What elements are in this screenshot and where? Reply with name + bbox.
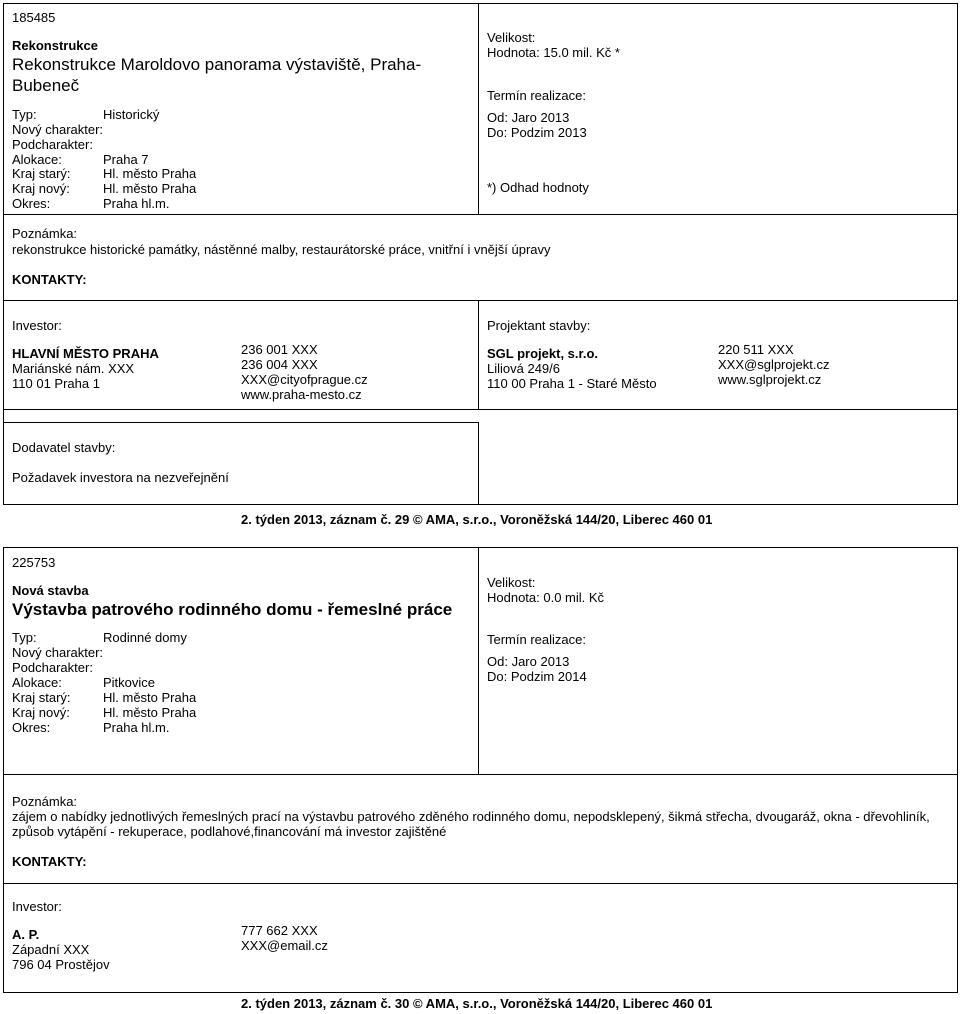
- record2-poznamka-label: Poznámka:: [12, 794, 78, 809]
- record2-divider-top: [478, 547, 479, 774]
- field-label: Nový charakter:: [12, 645, 104, 660]
- record2-od: Od: Jaro 2013: [487, 654, 570, 669]
- field-value: Hl. město Praha: [103, 181, 197, 196]
- field-label: Typ:: [12, 107, 37, 122]
- record1-investor-label: Investor:: [12, 318, 62, 333]
- field-label: Okres:: [12, 196, 51, 211]
- field-value: Praha hl.m.: [103, 720, 170, 735]
- record1-category: Rekonstrukce: [12, 38, 98, 53]
- record2-kontakty-label: KONTAKTY:: [12, 854, 87, 869]
- record1-investor-phone1: 236 001 XXX: [241, 342, 318, 357]
- record1-projektant-city: 110 00 Praha 1 - Staré Město: [487, 376, 657, 391]
- field-label: Kraj starý:: [12, 166, 71, 181]
- field-value: Historický: [103, 107, 160, 122]
- record1-poznamka-label: Poznámka:: [12, 226, 78, 241]
- field-label: Nový charakter:: [12, 122, 104, 137]
- field-value: Praha hl.m.: [103, 196, 170, 211]
- field-label: Kraj nový:: [12, 181, 70, 196]
- record1-velikost-label: Velikost:: [487, 30, 536, 45]
- record1-investor-city: 110 01 Praha 1: [12, 376, 100, 391]
- field-value: Pitkovice: [103, 675, 156, 690]
- record1-dodavatel-value: Požadavek investora na nezveřejnění: [12, 470, 229, 485]
- record1-footer: 2. týden 2013, záznam č. 29 © AMA, s.r.o., Voroněžská 144/20, Liberec 460 01: [241, 512, 713, 527]
- field-value: Praha 7: [103, 152, 149, 167]
- field-label: Alokace:: [12, 675, 62, 690]
- record2-hodnota: Hodnota: 0.0 mil. Kč: [487, 590, 605, 605]
- record1-poznamka: rekonstrukce historické památky, nástěnné malby, restaurátorské práce, vnitřní i vnější úpravy: [12, 242, 551, 257]
- field-label: Podcharakter:: [12, 137, 93, 152]
- record1-do: Do: Podzim 2013: [487, 125, 587, 140]
- record1-investor-street: Mariánské nám. XXX: [12, 361, 135, 376]
- record1-hline: [3, 214, 958, 215]
- record1-projektant-street: Liliová 249/6: [487, 361, 560, 376]
- record1-projektant-web[interactable]: www.sglprojekt.cz: [718, 372, 822, 387]
- record1-investor-name: HLAVNÍ MĚSTO PRAHA: [12, 346, 159, 361]
- record1-investor-web[interactable]: www.praha-mesto.cz: [241, 387, 362, 402]
- field-label: Podcharakter:: [12, 660, 93, 675]
- field-value: Hl. město Praha: [103, 705, 197, 720]
- record2-investor-box: [3, 883, 958, 993]
- record2-velikost-label: Velikost:: [487, 575, 536, 590]
- record1-projektant-name: SGL projekt, s.r.o.: [487, 346, 599, 361]
- field-label: Alokace:: [12, 152, 62, 167]
- record1-dodavatel-label: Dodavatel stavby:: [12, 440, 116, 455]
- record2-termin-label: Termín realizace:: [487, 632, 586, 647]
- record2-category: Nová stavba: [12, 583, 89, 598]
- record1-title: Rekonstrukce Maroldovo panorama výstaviště, Praha-Bubeneč: [12, 55, 422, 95]
- field-label: Kraj nový:: [12, 705, 70, 720]
- record1-odhad-note: *) Odhad hodnoty: [487, 180, 589, 195]
- record2-hline: [3, 774, 958, 775]
- record1-od: Od: Jaro 2013: [487, 110, 570, 125]
- record1-hodnota: Hodnota: 15.0 mil. Kč *: [487, 45, 620, 60]
- field-label: Kraj starý:: [12, 690, 71, 705]
- record2-do: Do: Podzim 2014: [487, 669, 587, 684]
- field-label: Typ:: [12, 630, 37, 645]
- field-value: Rodinné domy: [103, 630, 187, 645]
- record2-title: Výstavba patrového rodinného domu - řemeslné práce: [12, 600, 453, 619]
- record1-dodavatel-box: [3, 422, 479, 505]
- field-value: Hl. město Praha: [103, 690, 197, 705]
- record1-projektant-phone: 220 511 XXX: [718, 342, 794, 357]
- record2-footer: 2. týden 2013, záznam č. 30 © AMA, s.r.o., Voroněžská 144/20, Liberec 460 01: [241, 996, 713, 1011]
- field-value: Hl. město Praha: [103, 166, 197, 181]
- record2-id: 225753: [12, 555, 56, 570]
- record2-investor-label: Investor:: [12, 899, 62, 914]
- field-label: Okres:: [12, 720, 51, 735]
- record1-id: 185485: [12, 10, 56, 25]
- record1-kontakty-label: KONTAKTY:: [12, 272, 87, 287]
- record1-termin-label: Termín realizace:: [487, 88, 586, 103]
- record2-investor-phone: 777 662 XXX: [241, 923, 318, 938]
- record1-investor-phone2: 236 004 XXX: [241, 357, 318, 372]
- record2-investor-name: A. P.: [12, 927, 40, 942]
- record1-investor-email[interactable]: XXX@cityofprague.cz: [241, 372, 368, 387]
- record2-investor-street: Západní XXX: [12, 942, 90, 957]
- record2-poznamka: zájem o nabídky jednotlivých řemeslných prací na výstavbu patrového zděného rodinného domu, nepodsklepený, šikmá střecha, dvougaráž, okna - dřevohliník, způsob vytápění - rekuperace, podlahové,financování má investor zajištěné: [12, 809, 930, 839]
- record1-divider-top: [478, 3, 479, 214]
- record1-projektant-email[interactable]: XXX@sglprojekt.cz: [718, 357, 830, 372]
- record2-investor-email[interactable]: XXX@email.cz: [241, 938, 328, 953]
- record1-projektant-label: Projektant stavby:: [487, 318, 591, 333]
- record2-investor-city: 796 04 Prostějov: [12, 957, 110, 972]
